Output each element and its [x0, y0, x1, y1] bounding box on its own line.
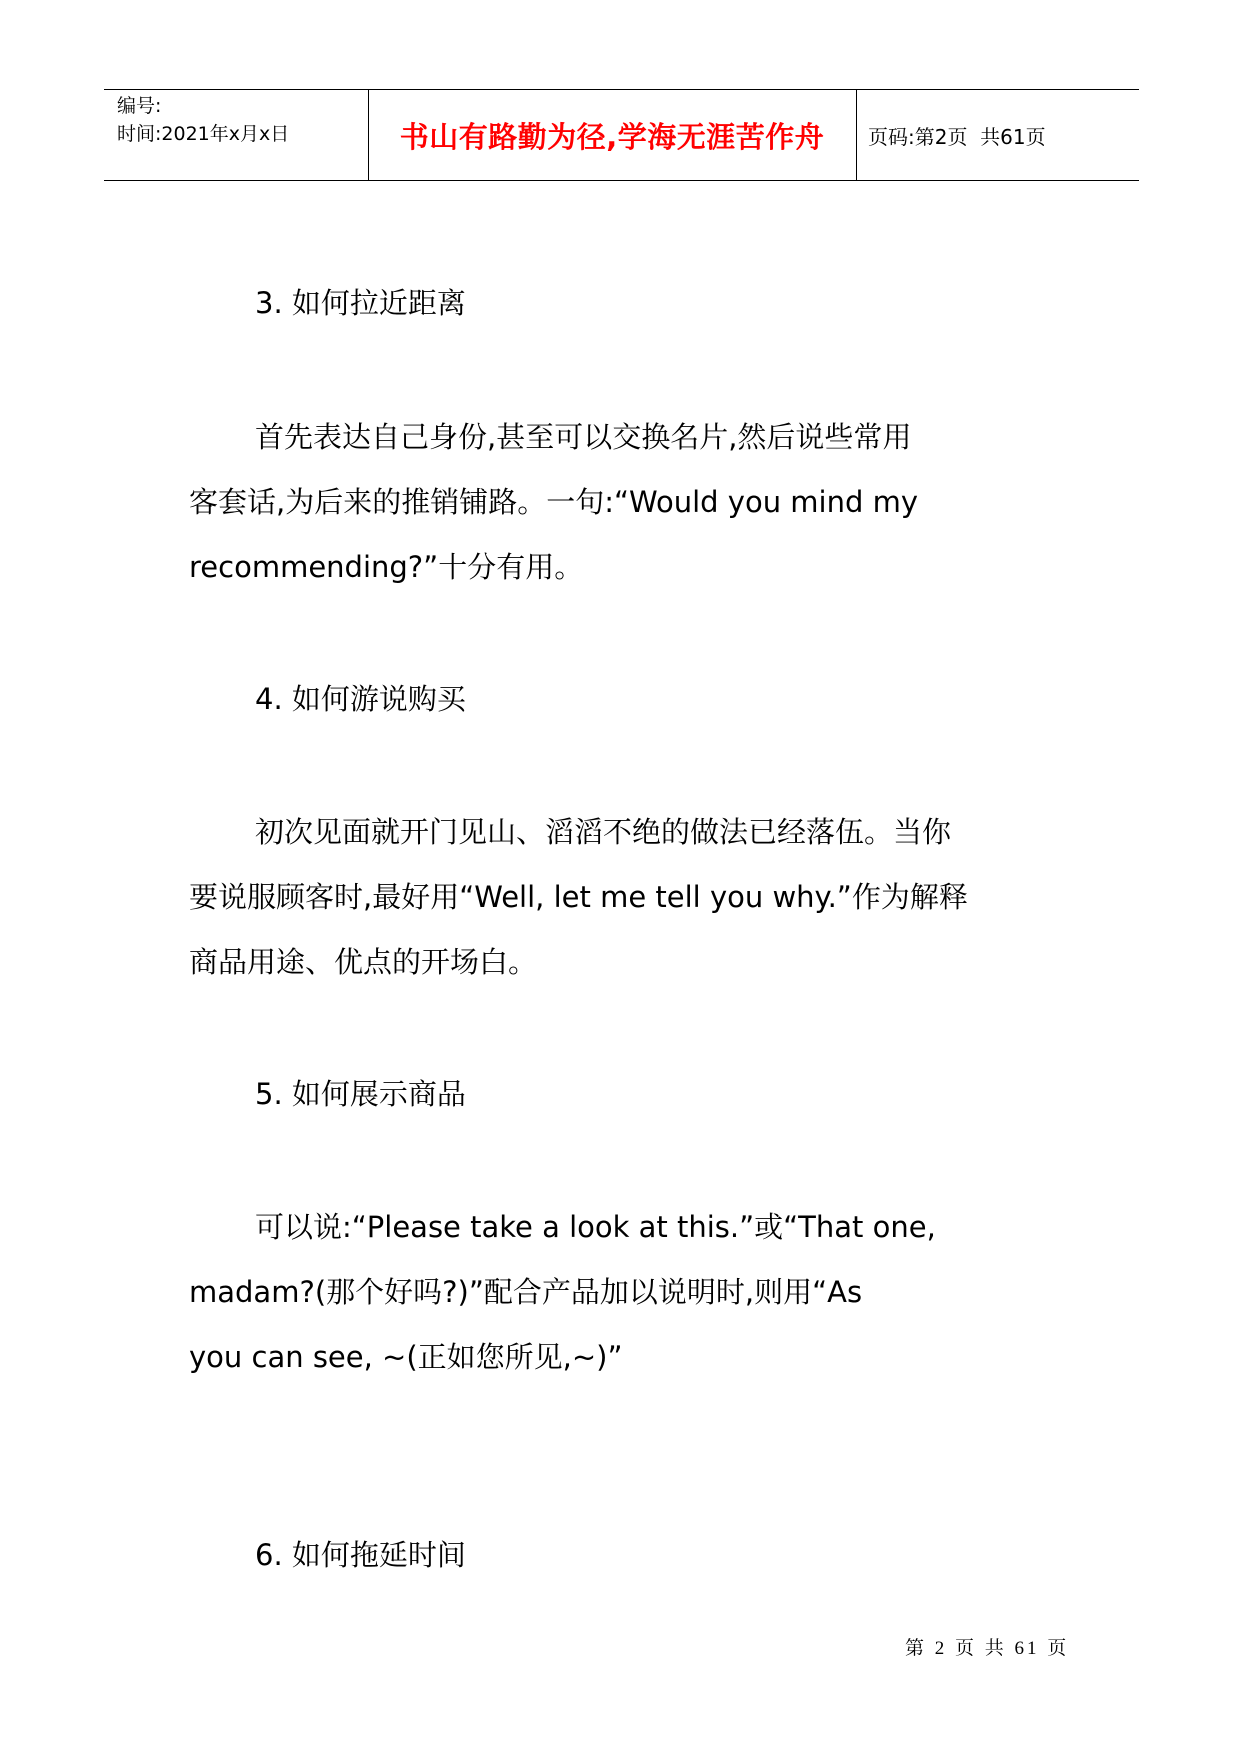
section-paragraph: [189, 1195, 1059, 1390]
paragraph-line: madam?(那个好吗?)”配合产品加以说明时,则用“As: [189, 1275, 863, 1309]
section-heading: 3. 如何拉近距离: [255, 286, 466, 320]
paragraph-line: 可以说:“Please take a look at this.”或“That one,: [255, 1210, 936, 1244]
paragraph-line: 要说服顾客时,最好用“Well, let me tell you why.”作为解释: [189, 880, 968, 914]
section-heading: 4. 如何游说购买: [255, 682, 466, 716]
header-page-number: 页码:第2页 共61页: [868, 124, 1046, 149]
paragraph-line: 初次见面就开门见山、滔滔不绝的做法已经落伍。当你: [255, 815, 952, 849]
page-footer: 第 2 页 共 61 页: [905, 1638, 1070, 1659]
paragraph-line: you can see, ~(正如您所见,~)”: [189, 1340, 623, 1374]
section-paragraph: [189, 405, 1059, 600]
paragraph-line: 客套话,为后来的推销铺路。一句:“Would you mind my: [189, 485, 919, 519]
page-header: [104, 89, 1139, 181]
section-heading: 6. 如何拖延时间: [255, 1538, 466, 1572]
serial-number-label: 编号:: [117, 95, 162, 117]
paragraph-line: 商品用途、优点的开场白。: [189, 945, 538, 979]
header-divider: [856, 90, 857, 180]
header-motto: 书山有路勤为径,学海无涯苦作舟: [399, 119, 825, 154]
paragraph-line: 首先表达自己身份,甚至可以交换名片,然后说些常用: [255, 420, 912, 454]
header-meta: [117, 92, 289, 148]
section-heading: 5. 如何展示商品: [255, 1077, 466, 1111]
paragraph-line: recommending?”十分有用。: [189, 550, 584, 584]
header-divider: [368, 90, 369, 180]
date-label: 时间:2021年x月x日: [117, 123, 290, 145]
section-paragraph: [189, 800, 1059, 995]
